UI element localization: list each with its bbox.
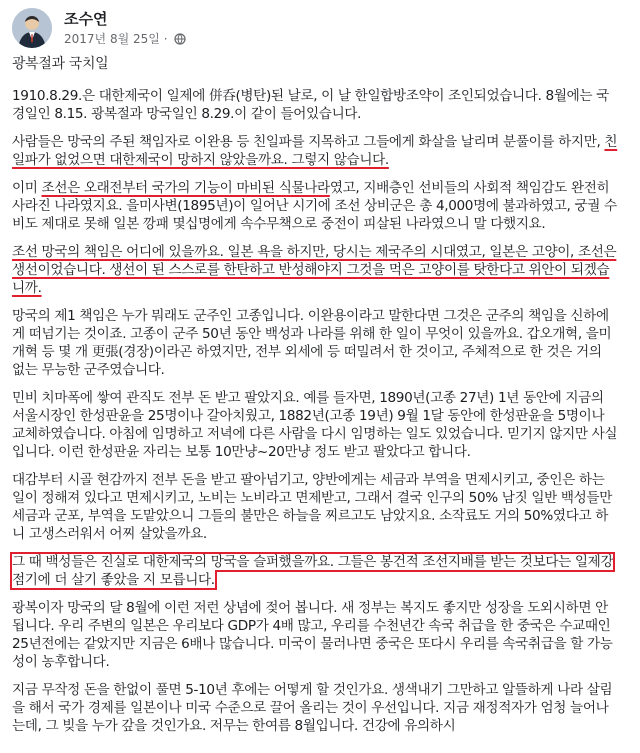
post-title: 광복절과 국치일 xyxy=(12,56,109,72)
separator: · xyxy=(163,32,168,46)
highlighted-text: 조선은 오래전부터 국가의 기능이 마비된 식물나라 xyxy=(41,180,330,196)
paragraph-8 xyxy=(12,553,618,589)
paragraph-7: 대감부터 시골 현감까지 전부 돈을 받고 팔아넘기고, 양반에게는 세금과 부역을 면제시키고, 중인은 하는 일이 정해져 있다고 면제시키고, 노비는 노비라고 면제받고, 그래서 결국 인구의 50% 남짓 일반 백성들만 세금과 군포, 부역을 도맡았으니 그들의 불만은 하늘을 찌르고도 남았지요. 소작료도 거의 50%였다고 하니 고생스러워서 어찌 살았을까요. xyxy=(12,472,612,542)
paragraph-3 xyxy=(12,179,618,233)
boxed-highlighted-text: 그 때 백성들은 진실로 대한제국의 망국을 슬퍼했을까요. 그들은 봉건적 조선지배를 받는 것보다는 일제강점기에 더 살기 좋았을 지 모릅니다. xyxy=(12,554,614,588)
post-body xyxy=(12,55,618,745)
paragraph-5: 망국의 제1 책임은 누가 뭐래도 군주인 고종입니다. 이완용이라고 말한다면 그것은 군주의 책임을 신하에게 떠넘기는 것이죠. 고종이 군주 50년 동안 백성과 나라를 위해 한 일이 무엇이 있을까요. 갑오개혁, 을미개혁 등 몇 개 更張(경장)이라곤 하였지만, 전부 외세에 등 떠밀려서 한 것이고, 주체적으로 한 것은 거의 없는 무능한 군주였습니다. xyxy=(12,308,612,378)
profile-photo xyxy=(12,8,52,48)
post-meta xyxy=(64,30,186,48)
paragraph-1: 1910.8.29.은 대한제국이 일제에 併呑(병탄)된 날로, 이 날 한일합방조약이 조인되었습니다. 8월에는 국경일인 8.15. 광복절과 망국일인 8.29.이 같이 들어있습니다. xyxy=(12,88,609,122)
paragraph-3-text-start: 이미 xyxy=(12,180,42,196)
paragraph-6: 민비 치마폭에 쌓여 관직도 전부 돈 받고 팔았지요. 예를 들자면, 1890년(고종 27년) 1년 동안에 지금의 서울시장인 한성판윤을 25명이나 갈아치웠고, 1882년(고종 19년) 9월 1달 동안에 한성판윤을 5명이나 교체하였습니다. 아침에 임명하고 저녁에 다른 사람을 다시 임명하는 일도 있었습니다. 믿기지 않지만 사실입니다. 이런 한성판윤 자리는 보통 10만냥~20만냥 정도 받고 팔았다고 합니다. xyxy=(12,390,618,460)
globe-icon xyxy=(174,33,186,48)
avatar[interactable] xyxy=(12,8,52,48)
paragraph-9: 광복이자 망국의 달 8월에 이런 저런 상념에 젖어 봅니다. 새 정부는 복지도 좋지만 성장을 도외시하면 안됩니다. 우리 주변의 일본은 우리보다 GDP가 4배 많고, 우리를 수천년간 속국 취급을 한 중국은 수교때인 25년전에는 같았지만 지금은 6배나 많습니다. 미국이 물러나면 중국은 또다시 우리를 속국취급을 할 가능성이 농후합니다. xyxy=(12,600,613,670)
paragraph-4 xyxy=(12,243,618,297)
post-header xyxy=(12,8,612,48)
author-name[interactable]: 조수연 xyxy=(64,10,108,28)
paragraph-3-text-end: 였고, 지배층인 선비들의 사회적 책임감도 완전히 사라진 나라였지요. 을미사변(1895년)이 일어난 시기에 조선 상비군은 총 4,000명에 불과하였고, 궁궐 수비도 제대로 못해 일본 깡패 몇십명에게 속수무책으로 중전이 피살된 나라였으니 말 다했지요. xyxy=(12,180,617,232)
paragraph-10: 지금 무작정 돈을 한없이 풀면 5-10년 후에는 어떻게 할 것인가요. 생색내기 그만하고 알뜰하게 나라 살림을 해서 국가 경제를 일본이나 미국 수준으로 끌어 올리는 것이 우선입니다. 지금 재정적자가 엄청 늘어나는데, 그 빚을 누가 갚을 것인가요. 저무는 한여름 8월입니다. 건강에 유의하시 xyxy=(12,682,613,734)
paragraph-2 xyxy=(12,133,618,169)
highlighted-text: 친일파가 없었으면 대한제국이 망하지 않았을까요. 그렇지 않습니다. xyxy=(12,134,618,168)
post-date[interactable]: 2017년 8월 25일 xyxy=(64,32,160,46)
paragraph-2-text: 사람들은 망국의 주된 책임자로 이완용 등 친일파를 지목하고 그들에게 화살을 날리며 분풀이를 하지만, xyxy=(12,134,605,150)
highlighted-text: 조선 망국의 책임은 어디에 있을까요. 일본 욕을 하지만, 당시는 제국주의 시대였고, 일본은 고양이, 조선은 생선이었습니다. 생선이 된 스스로를 한탄하고 반성해야지 그것을 먹은 고양이를 탓한다고 위안이 되겠습니까. xyxy=(12,244,617,296)
